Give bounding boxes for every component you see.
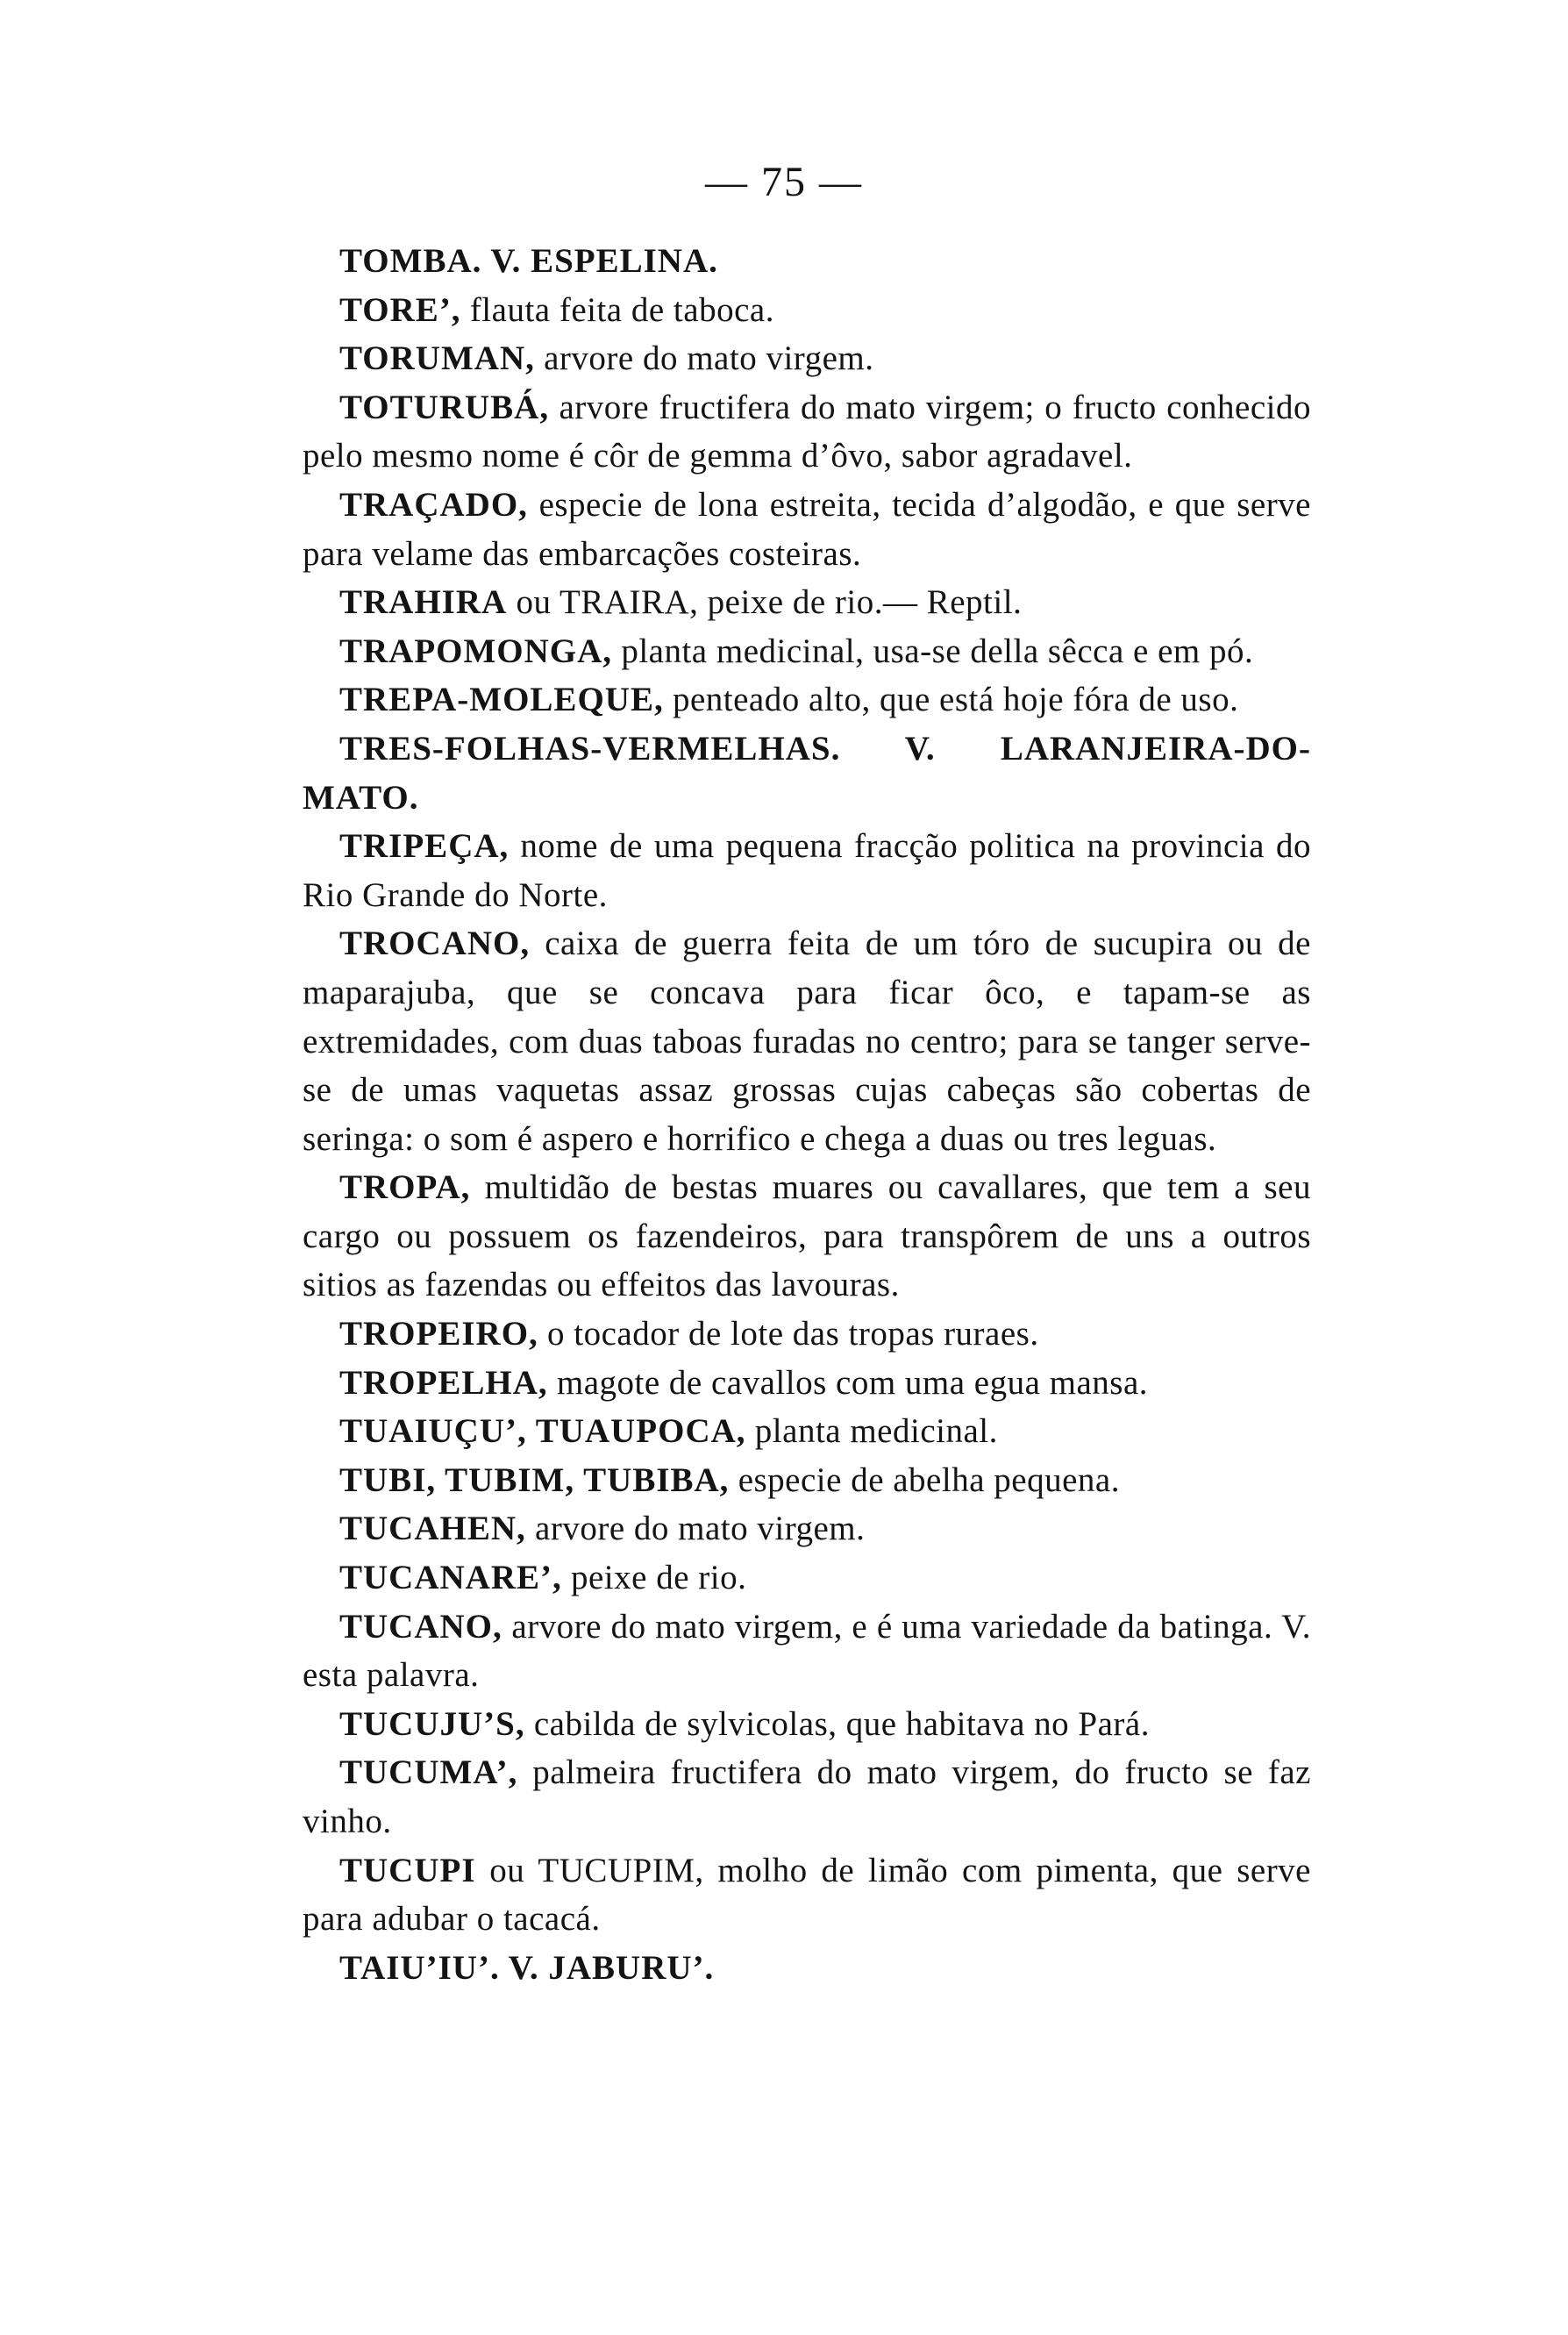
page-number: — 75 —	[705, 159, 863, 205]
glossary-entry	[303, 1944, 1311, 1993]
entry-term: TROPEIRO,	[339, 1315, 538, 1353]
glossary-entry	[303, 334, 1311, 383]
glossary-entry	[303, 1456, 1311, 1505]
entry-term: TOTURUBÁ,	[339, 388, 550, 426]
entry-definition: palmeira fructifera do mato virgem, do fructo se faz vinho.	[303, 1753, 1311, 1840]
entry-term: TRES-FOLHAS-VERMELHAS. V. LARANJEIRA-DO-MATO.	[303, 729, 1311, 817]
entry-definition: arvore do mato virgem.	[534, 339, 874, 378]
entry-definition: planta medicinal, usa-se della sêcca e em pó.	[612, 632, 1254, 670]
glossary-entry	[303, 1310, 1311, 1359]
entry-definition: arvore do mato virgem, e é uma variedade da batinga. V. esta palavra.	[303, 1607, 1311, 1695]
entry-term: TORUMAN,	[339, 339, 535, 378]
glossary-entry	[303, 822, 1311, 919]
glossary-text	[303, 237, 1311, 1992]
glossary-entry	[303, 1504, 1311, 1553]
entry-term: TRAÇADO,	[339, 485, 528, 524]
entry-term: TRAHIRA	[339, 583, 508, 622]
glossary-entry	[303, 1407, 1311, 1456]
glossary-entry	[303, 725, 1311, 822]
glossary-entry	[303, 1163, 1311, 1310]
entry-term: TUCUPI	[339, 1851, 476, 1889]
entry-definition: flauta feita de taboca.	[460, 290, 774, 329]
entry-term: TOMBA. V. ESPELINA.	[339, 242, 718, 280]
glossary-entry	[303, 1603, 1311, 1700]
entry-term: TROPELHA,	[339, 1363, 548, 1402]
entry-term: TAIU’IU’. V. JABURU’.	[339, 1948, 715, 1987]
entry-definition: planta medicinal.	[745, 1412, 998, 1451]
entry-definition: o tocador de lote das tropas ruraes.	[538, 1315, 1039, 1353]
entry-definition: arvore fructifera do mato virgem; o fructo conhecido pelo mesmo nome é côr de gemma d’ôvo, sabor agradavel.	[303, 388, 1311, 475]
entry-definition: especie de lona estreita, tecida d’algodão, e que serve para velame das embarcações costeiras.	[303, 485, 1311, 573]
entry-term: TRIPEÇA,	[339, 827, 510, 866]
entry-term: TORE’,	[339, 290, 461, 329]
glossary-entry	[303, 383, 1311, 481]
entry-definition: cabilda de sylvicolas, que habitava no Pará.	[524, 1704, 1150, 1743]
glossary-entry	[303, 675, 1311, 725]
glossary-entry	[303, 1700, 1311, 1749]
entry-definition: magote de cavallos com uma egua mansa.	[547, 1363, 1149, 1402]
entry-definition: ou TRAIRA, peixe de rio.— Reptil.	[507, 583, 1023, 622]
glossary-entry	[303, 1553, 1311, 1603]
entry-definition: peixe de rio.	[561, 1559, 747, 1597]
entry-definition: arvore do mato virgem.	[525, 1510, 866, 1548]
entry-definition: nome de uma pequena fracção politica na provincia do Rio Grande do Norte.	[303, 827, 1311, 914]
entry-term: TUCUJU’S,	[339, 1704, 525, 1743]
entry-term: TUCANO,	[339, 1607, 502, 1646]
entry-term: TUCANARE’,	[339, 1559, 562, 1597]
entry-term: TRAPOMONGA,	[339, 632, 613, 670]
glossary-entry	[303, 481, 1311, 578]
entry-definition: multidão de bestas muares ou cavallares, que tem a seu cargo ou possuem os fazendeiros, para transpôrem de uns a outros sitios as fazendas ou effeitos das lavouras.	[303, 1168, 1311, 1304]
glossary-entry	[303, 919, 1311, 1163]
entry-term: TUBI, TUBIM, TUBIBA,	[339, 1460, 730, 1499]
entry-term: TROCANO,	[339, 925, 531, 963]
entry-term: TUCUMA’,	[339, 1753, 518, 1792]
entry-term: TREPA-MOLEQUE,	[339, 681, 664, 719]
glossary-entry	[303, 1359, 1311, 1408]
entry-term: TROPA,	[339, 1168, 471, 1207]
glossary-entry	[303, 1748, 1311, 1846]
glossary-entry	[303, 237, 1311, 286]
entry-definition: especie de abelha pequena.	[729, 1460, 1120, 1499]
glossary-entry	[303, 1846, 1311, 1944]
entry-definition: caixa de guerra feita de um tóro de sucupira ou de maparajuba, que se concava para ficar ôco, e tapam-se as extremidades, com duas taboas furadas no centro; para se tanger serve-se de umas vaquetas assaz grossas cujas cabeças são cobertas de seringa: o som é aspero e horrifico e chega a duas ou tres leguas.	[303, 925, 1311, 1158]
entry-term: TUAIUÇU’, TUAUPOCA,	[339, 1412, 746, 1451]
glossary-entry	[303, 627, 1311, 676]
entry-definition: ou TUCUPIM, molho de limão com pimenta, que serve para adubar o tacacá.	[303, 1851, 1311, 1939]
glossary-entry	[303, 286, 1311, 335]
entry-definition: penteado alto, que está hoje fóra de uso.	[663, 681, 1239, 719]
entry-term: TUCAHEN,	[339, 1510, 526, 1548]
glossary-entry	[303, 578, 1311, 627]
